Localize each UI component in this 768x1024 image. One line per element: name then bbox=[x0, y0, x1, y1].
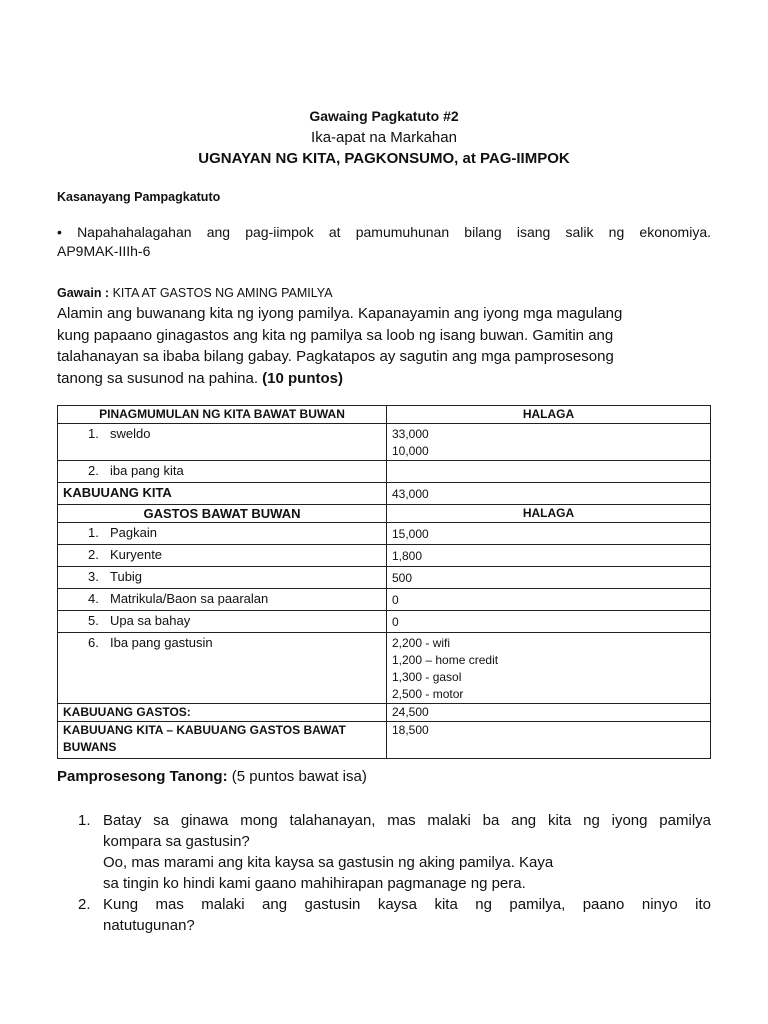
row-value: 1,800 bbox=[387, 545, 711, 567]
value-line: 1,300 - gasol bbox=[392, 670, 462, 684]
value-line: 2,500 - motor bbox=[392, 687, 464, 701]
row-value: 0 bbox=[387, 611, 711, 633]
difference-value: 18,500 bbox=[387, 722, 711, 759]
row-number: 3. bbox=[88, 569, 99, 584]
document-subtitle: Ika-apat na Markahan bbox=[311, 129, 457, 146]
row-number: 2. bbox=[88, 463, 99, 478]
row-label: Matrikula/Baon sa paaralan bbox=[110, 591, 269, 606]
question-line: Kung mas malaki ang gastusin kaysa kita ng pamilya, paano ninyo ito bbox=[103, 896, 711, 913]
instruction-text: tanong sa susunod na pahina. bbox=[57, 369, 263, 387]
table-row bbox=[58, 461, 711, 483]
amount-header: HALAGA bbox=[387, 406, 711, 424]
questions-label: Pamprosesong Tanong: bbox=[57, 768, 228, 785]
activity-instructions bbox=[57, 303, 711, 389]
instruction-line bbox=[57, 368, 711, 390]
instruction-line: kung papaano ginagastos ang kita ng pamilya sa loob ng isang buwan. Gamitin ang bbox=[57, 326, 614, 344]
activity-title: KITA AT GASTOS NG AMING PAMILYA bbox=[112, 286, 333, 300]
income-source-header: PINAGMUMULAN NG KITA BAWAT BUWAN bbox=[58, 406, 387, 424]
row-number: 4. bbox=[88, 591, 99, 606]
total-expense-label: KABUUANG GASTOS: bbox=[58, 704, 387, 722]
competency-text: • Napahahalagahan ang pag-iimpok at pamumuhunan bilang isang salik ng ekonomiya. bbox=[57, 224, 711, 240]
question-item bbox=[78, 810, 711, 894]
table-row bbox=[58, 545, 711, 567]
difference-row bbox=[58, 722, 711, 759]
value-line: 1,200 – home credit bbox=[392, 653, 499, 667]
row-value bbox=[387, 633, 711, 704]
difference-label bbox=[58, 722, 387, 759]
table-row bbox=[58, 611, 711, 633]
row-value: 0 bbox=[387, 589, 711, 611]
row-value: 500 bbox=[387, 567, 711, 589]
document-title: Gawaing Pagkatuto #2 bbox=[309, 108, 459, 124]
row-label: iba pang kita bbox=[110, 463, 184, 478]
expense-header: GASTOS BAWAT BUWAN bbox=[58, 505, 387, 523]
row-number: 5. bbox=[88, 613, 99, 628]
row-value bbox=[387, 461, 711, 483]
row-label: sweldo bbox=[110, 426, 151, 441]
row-value bbox=[387, 424, 711, 461]
table-row bbox=[58, 424, 711, 461]
activity-points: (10 puntos) bbox=[262, 369, 344, 387]
value-line: 33,000 bbox=[392, 427, 429, 441]
row-number: 1. bbox=[88, 426, 99, 441]
difference-label-line: BUWANS bbox=[63, 740, 117, 754]
row-label: Tubig bbox=[110, 569, 143, 584]
value-line: 10,000 bbox=[392, 444, 429, 458]
competency-code: AP9MAK-IIIh-6 bbox=[57, 243, 151, 259]
value-line: 2,200 - wifi bbox=[392, 636, 451, 650]
table-row bbox=[58, 567, 711, 589]
total-income-label: KABUUANG KITA bbox=[58, 483, 387, 505]
total-expense-row bbox=[58, 704, 711, 722]
activity-label: Gawain : bbox=[57, 286, 113, 300]
table-row bbox=[58, 589, 711, 611]
row-number: 6. bbox=[88, 635, 99, 650]
total-income-value: 43,000 bbox=[387, 483, 711, 505]
row-label: Iba pang gastusin bbox=[110, 635, 213, 650]
table-row bbox=[58, 633, 711, 704]
questions-heading bbox=[57, 768, 367, 785]
expense-amount-header: HALAGA bbox=[387, 505, 711, 523]
document-topic: UGNAYAN NG KITA, PAGKONSUMO, at PAG-IIMPOK bbox=[198, 150, 570, 167]
question-number: 2. bbox=[78, 896, 91, 913]
question-line: Batay sa ginawa mong talahanayan, mas malaki ba ang kita ng iyong pamilya bbox=[103, 812, 711, 829]
row-number: 2. bbox=[88, 547, 99, 562]
row-label: Pagkain bbox=[110, 525, 157, 540]
question-line: natutugunan? bbox=[103, 917, 195, 934]
question-number: 1. bbox=[78, 812, 91, 829]
activity-heading bbox=[57, 286, 333, 300]
row-label: Kuryente bbox=[110, 547, 163, 562]
row-value: 15,000 bbox=[387, 523, 711, 545]
income-expense-table bbox=[57, 405, 711, 759]
row-number: 1. bbox=[88, 525, 99, 540]
row-label: Upa sa bahay bbox=[110, 613, 191, 628]
competency-label: Kasanayang Pampagkatuto bbox=[57, 190, 221, 204]
questions-points: (5 puntos bawat isa) bbox=[227, 768, 367, 785]
total-expense-value: 24,500 bbox=[387, 704, 711, 722]
answer-line: sa tingin ko hindi kami gaano mahihirapan pagmanage ng pera. bbox=[103, 875, 526, 892]
difference-label-line: KABUUANG KITA – KABUUANG GASTOS BAWAT bbox=[63, 723, 346, 737]
instruction-line: Alamin ang buwanang kita ng iyong pamilya. Kapanayamin ang iyong mga magulang bbox=[57, 305, 623, 322]
instruction-line: talahanayan sa ibaba bilang gabay. Pagkatapos ay sagutin ang mga pamprosesong bbox=[57, 348, 614, 365]
table-row bbox=[58, 523, 711, 545]
question-item bbox=[78, 894, 711, 936]
question-line: kompara sa gastusin? bbox=[103, 833, 250, 850]
answer-line: Oo, mas marami ang kita kaysa sa gastusin ng aking pamilya. Kaya bbox=[103, 854, 554, 871]
total-income-row bbox=[58, 483, 711, 505]
